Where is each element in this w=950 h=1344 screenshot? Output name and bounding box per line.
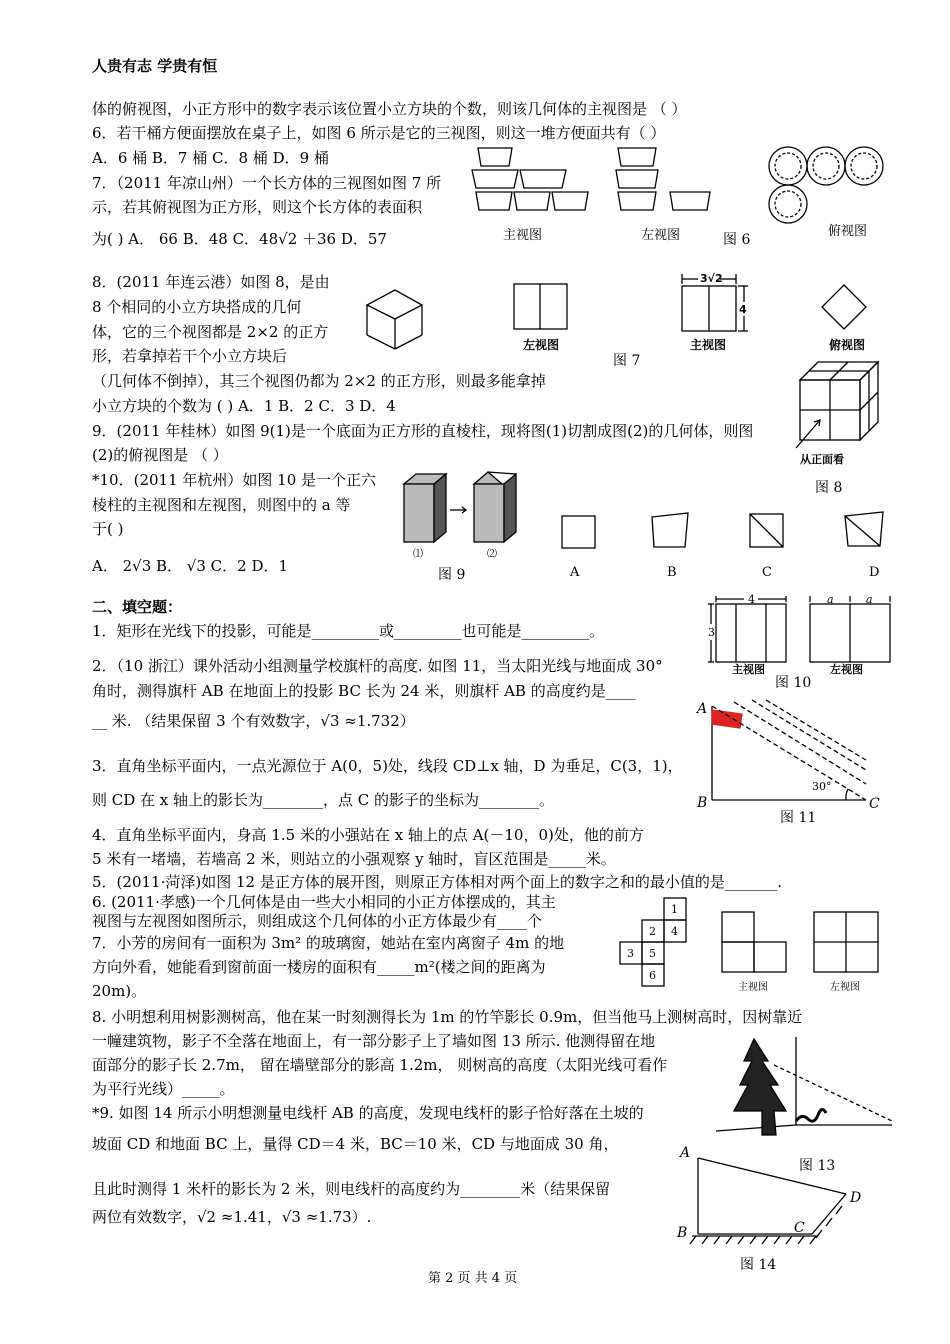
text-line: 6．若干桶方便面摆放在桌子上，如图 6 所示是它的三视图，则这一堆方便面共有（ ）: [92, 124, 666, 142]
text-line: 体，它的三个视图都是 2×2 的正方: [92, 323, 329, 341]
text-line: 一幢建筑物，影子不全落在地面上，有一部分影子上了墙如图 13 所示. 他测得留在地: [92, 1032, 656, 1050]
option-d-quad-diagonal: [843, 510, 887, 550]
fig11-caption: 图 11: [780, 810, 817, 826]
fig9-caption: 图 9: [438, 567, 466, 583]
fig6-left-caption: 左视图: [641, 228, 681, 243]
text-line: 为平行光线）_____。: [92, 1080, 235, 1098]
figure-12-left-view: [812, 910, 884, 974]
text-line: 20m)。: [92, 982, 147, 1000]
fig12-left-caption: 左视图: [830, 982, 860, 993]
fig6-caption: 图 6: [723, 232, 751, 248]
fig11-label-c: C: [869, 796, 880, 812]
fig9-part1-label: ⑴: [413, 549, 423, 560]
fig7-width-label: 3√2: [700, 272, 723, 285]
text-line: 为( ) A． 66 B．48 C．48√2 ＋36 D．57: [92, 230, 387, 248]
fig10-caption: 图 10: [775, 675, 812, 691]
net-num-6: 6: [649, 969, 656, 982]
fig6-front-caption: 主视图: [503, 228, 543, 243]
option-b-quad: [650, 511, 692, 551]
page-header: 人贵有志 学贵有恒: [92, 57, 218, 75]
net-num-5: 5: [649, 947, 656, 960]
fig7-left-caption: 左视图: [523, 338, 560, 352]
fig10-front-caption: 主视图: [732, 663, 765, 676]
figure-13-tree-shadow: [716, 1035, 896, 1155]
text-line: 7．（2011 年凉山州）一个长方体的三视图如图 7 所: [92, 174, 442, 192]
text-line: 2．（10 浙江）课外活动小组测量学校旗杆的高度. 如图 11，当太阳光线与地面成 30°: [92, 657, 663, 675]
figure-7-left-view: [513, 283, 569, 331]
text-line: 8. 小明想利用树影测树高，他在某一时刻测得长为 1m 的竹竿影长 0.9m，但当他马上测树高时，因树靠近: [92, 1008, 803, 1026]
text-line: （几何体不倒掉），其三个视图仍都为 2×2 的正方形，则最多能拿掉: [92, 372, 546, 390]
text-line: 视图与左视图如图所示，则组成这个几何体的小正方体最少有____个: [92, 912, 543, 930]
text-line: 8 个相同的小立方块搭成的几何: [92, 298, 302, 316]
fig7-caption: 图 7: [613, 353, 641, 369]
text-line: 3．直角坐标平面内，一点光源位于 A(0，5)处，线段 CD⊥x 轴，D 为垂足，C(3，1)，: [92, 757, 683, 775]
fig10-dim-3: 3: [708, 626, 715, 639]
text-line: 则 CD 在 x 轴上的影长为________，点 C 的影子的坐标为________。: [92, 791, 555, 809]
figure-7-top-view: [819, 283, 869, 333]
text-line: 棱柱的主视图和左视图，则图中的 a 等: [92, 496, 351, 514]
figure-14-pole-slope: [686, 1152, 876, 1250]
text-line: 7．小芳的房间有一面积为 3m² 的玻璃窗，她站在室内离窗子 4m 的地: [92, 934, 565, 952]
text-line: 8．(2011 年连云港）如图 8，是由: [92, 273, 330, 291]
fig6-top-caption: 俯视图: [828, 224, 868, 239]
text-line: 5 米有一堵墙，若墙高 2 米，则站立的小强观察 y 轴时，盲区范围是_____米。: [92, 850, 616, 868]
option-a-square: [560, 514, 600, 550]
text-line: 小立方块的个数为 ( ) A．1 B．2 C．3 D．4: [92, 397, 396, 415]
fig14-label-d: D: [850, 1190, 862, 1206]
net-num-3: 3: [627, 947, 634, 960]
figure-6-front-view: [472, 146, 592, 216]
text-line: 示，若其俯视图为正方形，则这个长方体的表面积: [92, 198, 423, 216]
option-c-label: C: [762, 565, 772, 580]
section-title: 二、填空题：: [92, 598, 183, 616]
figure-12-front-view: [720, 910, 792, 974]
fig7-top-caption: 俯视图: [829, 338, 866, 352]
fig10-dim-a-1: a: [827, 593, 834, 606]
fig10-left-caption: 左视图: [830, 663, 863, 676]
text-line: (2)的俯视图是 （ ）: [92, 446, 228, 464]
figure-6-left-view: [616, 146, 726, 216]
fig10-dim-4: 4: [748, 593, 755, 606]
text-line: *9. 如图 14 所示小明想测量电线杆 AB 的高度，发现电线杆的影子恰好落在土坡的: [92, 1104, 644, 1122]
net-num-2: 2: [649, 925, 656, 938]
figure-7-cuboid: [362, 285, 432, 355]
text-line: 形，若拿掉若干个小立方块后: [92, 347, 288, 365]
fig8-arrow-label: 从正面看: [800, 453, 844, 466]
fig11-label-a: A: [697, 701, 708, 717]
fig13-caption: 图 13: [799, 1158, 836, 1174]
fig8-caption: 图 8: [815, 480, 843, 496]
figure-8-cube: [790, 358, 890, 463]
text-line: 坡面 CD 和地面 BC 上，量得 CD＝4 米，BC＝10 米，CD 与地面成 30 角，: [92, 1135, 619, 1153]
fig12-front-caption: 主视图: [738, 982, 768, 993]
text-line: 角时，测得旗杆 AB 在地面上的投影 BC 长为 24 米，则旗杆 AB 的高度约是____: [92, 682, 636, 700]
text-line: 4．直角坐标平面内，身高 1.5 米的小强站在 x 轴上的点 A(－10，0)处，他的前方: [92, 826, 644, 844]
fig7-height-label: 4: [739, 303, 747, 316]
page-footer: 第 2 页 共 4 页: [428, 1271, 518, 1286]
fig14-label-c: C: [794, 1220, 805, 1236]
option-a-label: A: [570, 565, 580, 580]
text-line: 面部分的影子长 2.7m， 留在墙壁部分的影高 1.2m， 则树高的高度（太阳光线可看作: [92, 1056, 668, 1074]
text-line: 方向外看，她能看到窗前面一楼房的面积有_____m²(楼之间的距离为: [92, 958, 546, 976]
text-line: *10．(2011 年杭州）如图 10 是一个正六: [92, 471, 377, 489]
text-line: 9．(2011 年桂林）如图 9(1)是一个底面为正方形的直棱柱，现将图(1)切割成图(2)的几何体，则图: [92, 422, 754, 440]
fig9-part2-label: ⑵: [487, 549, 497, 560]
fig11-angle: 30°: [812, 780, 832, 793]
figure-6-top-view: [766, 144, 876, 228]
text-line: 且此时测得 1 米杆的影长为 2 米，则电线杆的高度约为________米（结果保留: [92, 1180, 611, 1198]
option-b-label: B: [667, 565, 677, 580]
text-line: 6. (2011·孝感)一个几何体是由一些大小相同的小正方体摆成的，其主: [92, 893, 556, 911]
fig14-label-b: B: [677, 1225, 688, 1241]
text-line: A．6 桶 B．7 桶 C．8 桶 D．9 桶: [92, 149, 329, 167]
text-line: 5．(2011·菏泽)如图 12 是正方体的展开图，则原正方体相对两个面上的数字之和的最小值的是_______.: [92, 873, 783, 891]
figure-11-flagpole: [696, 698, 886, 808]
text-line: 于( ): [92, 520, 124, 538]
option-c-square-diagonal: [748, 512, 788, 550]
text-line: 两位有效数字，√2 ≈1.41，√3 ≈1.73）.: [92, 1208, 372, 1226]
fig11-label-b: B: [697, 795, 708, 811]
text-line: 1．矩形在光线下的投影，可能是_________或_________也可能是_________。: [92, 622, 605, 640]
text-line: A． 2√3 B． √3 C．2 D．1: [92, 557, 289, 575]
text-line: __ 米. （结果保留 3 个有效数字，√3 ≈1.732）: [92, 712, 415, 730]
option-d-label: D: [869, 565, 880, 580]
fig14-label-a: A: [680, 1145, 691, 1161]
net-num-1: 1: [671, 903, 678, 916]
net-num-4: 4: [671, 925, 678, 938]
fig10-dim-a-2: a: [866, 593, 873, 606]
text-line: 体的俯视图，小正方形中的数字表示该位置小立方块的个数，则该几何体的主视图是 （ ）: [92, 100, 687, 118]
fig14-caption: 图 14: [740, 1257, 777, 1273]
fig7-front-caption: 主视图: [690, 338, 727, 352]
